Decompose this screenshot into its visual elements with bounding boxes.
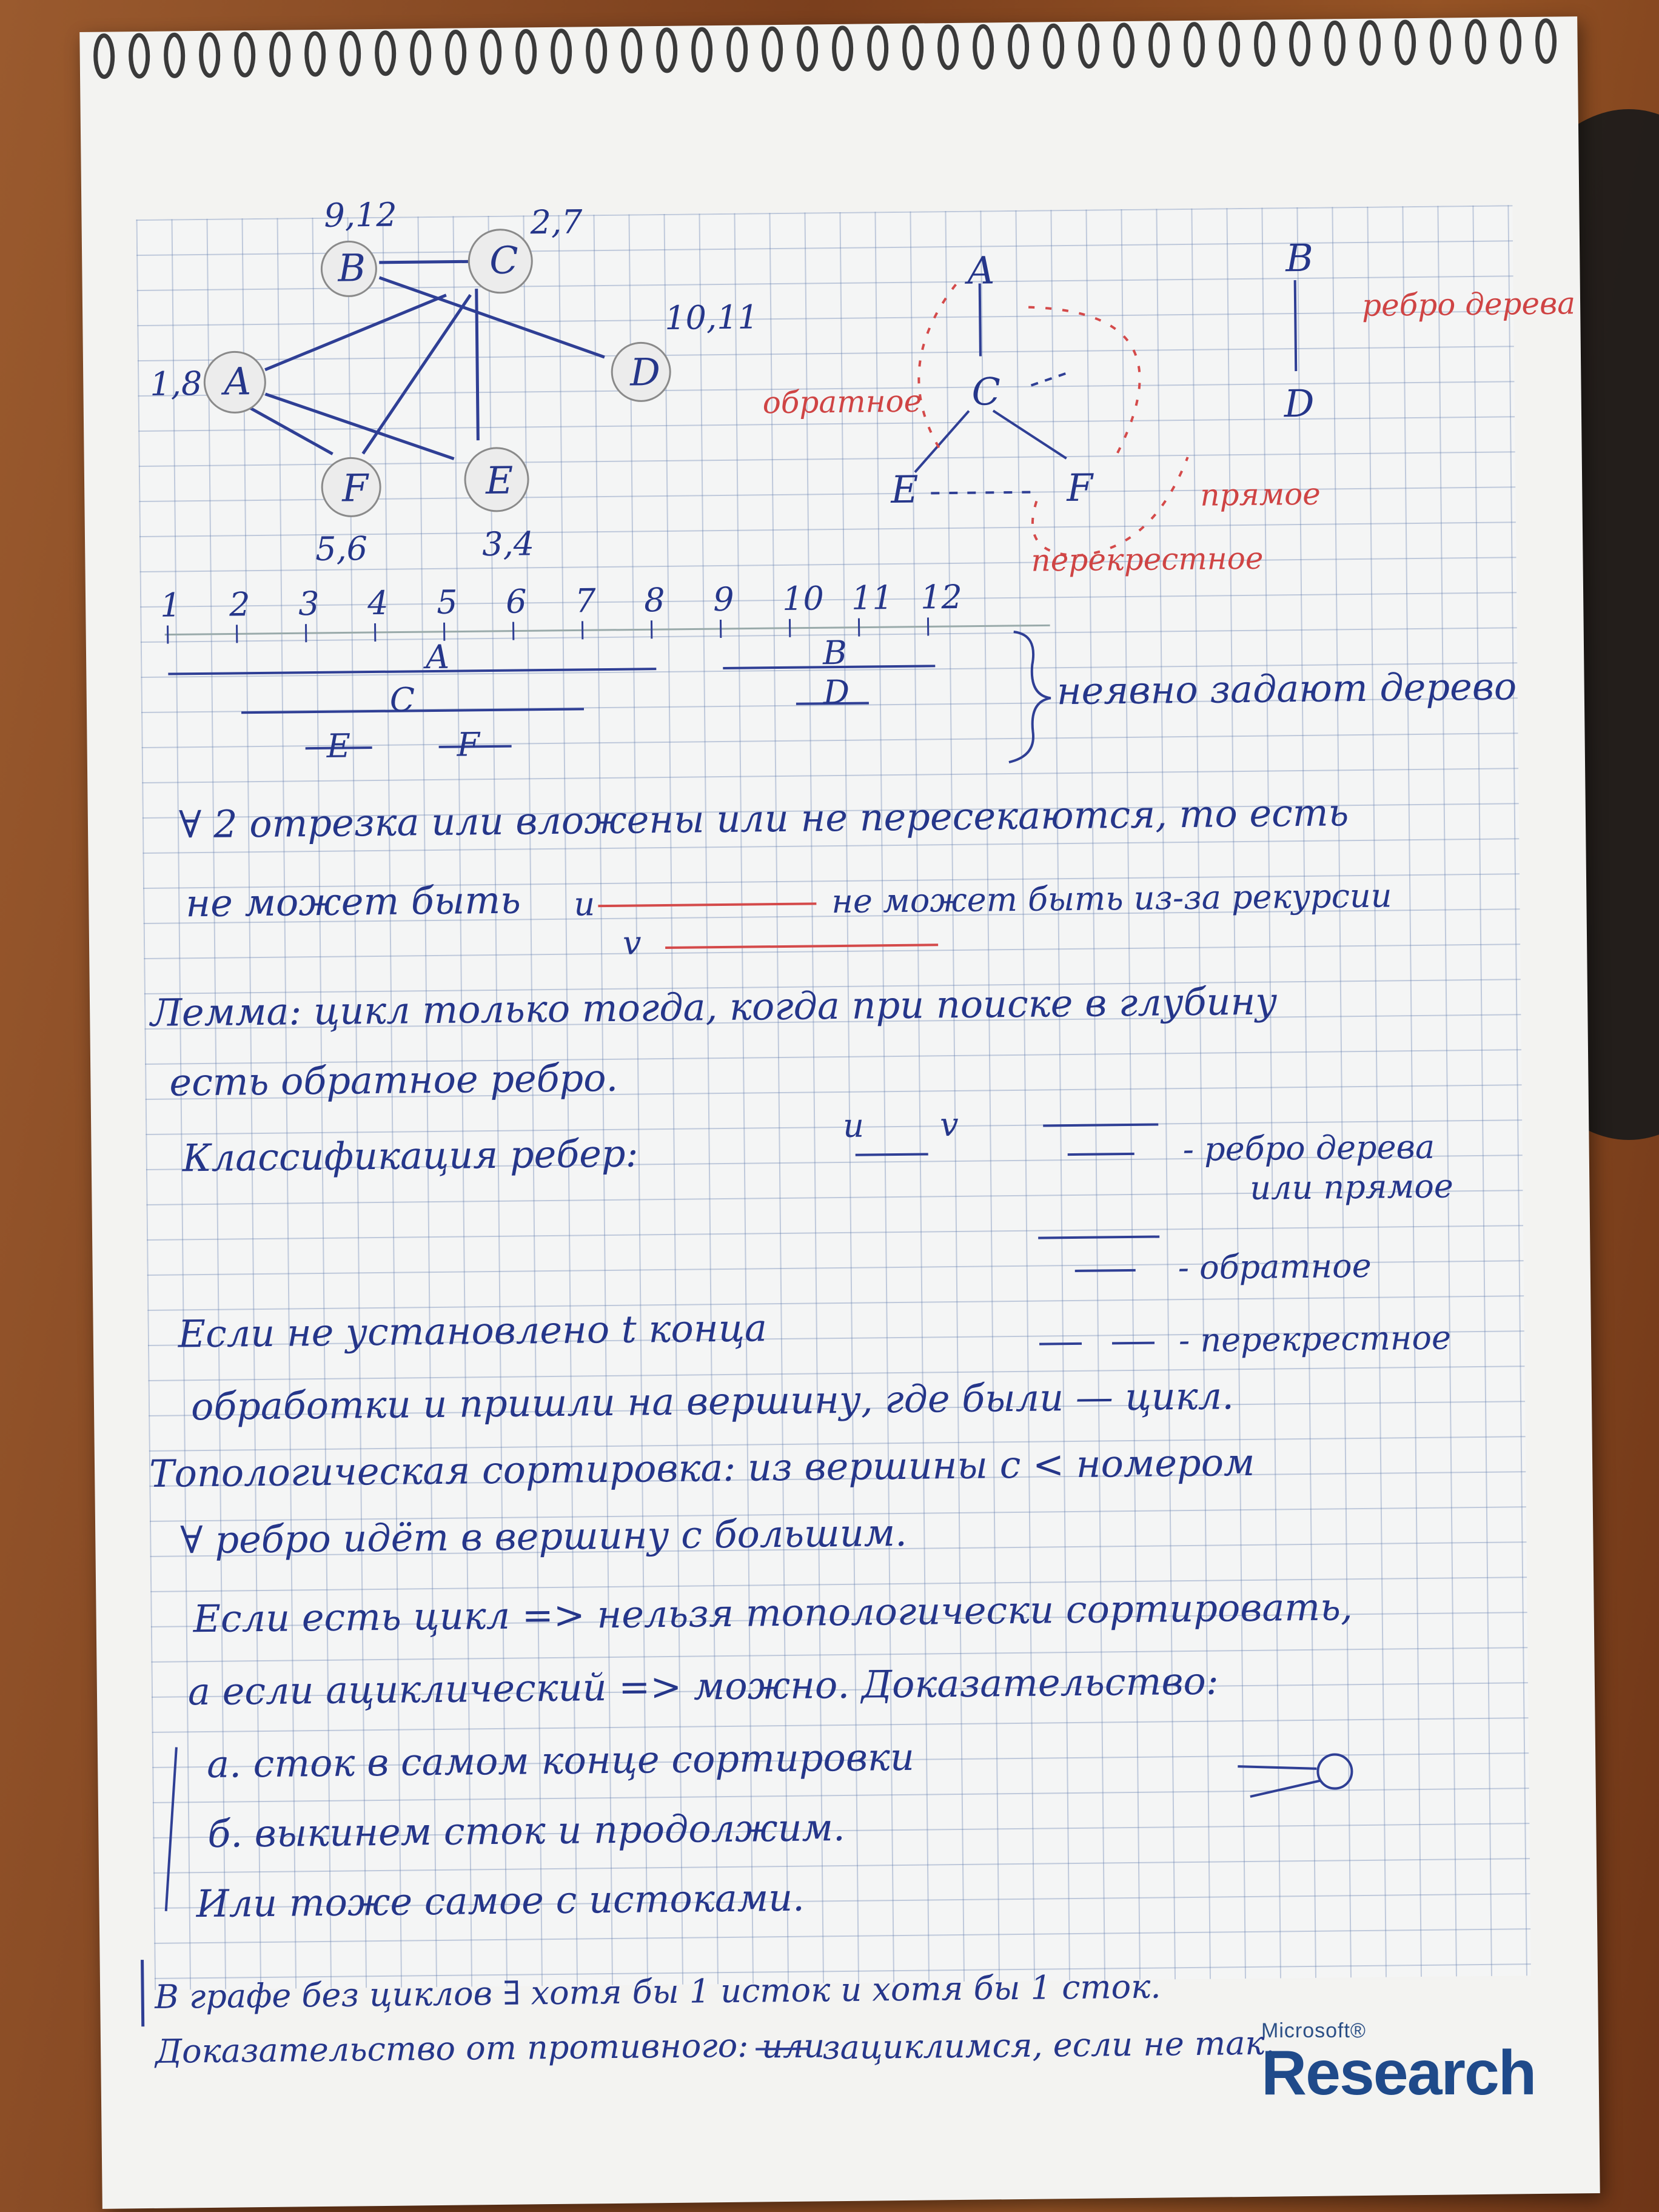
- node-B-times: 9,12: [324, 195, 398, 235]
- rg-back-edge: [918, 278, 964, 448]
- rg-edge-F-E: [927, 492, 1030, 494]
- tick-label: 3: [298, 584, 320, 623]
- sink-arrow-2: [1250, 1781, 1320, 1797]
- rg-forward-edge: [1028, 306, 1141, 459]
- margin-bar: [142, 1960, 143, 2026]
- timeline: [160, 572, 1518, 771]
- legend-cross-v: [1112, 1343, 1155, 1344]
- legend-v: v: [939, 1105, 959, 1144]
- interval-B-label: B: [822, 633, 848, 672]
- rg-node-A: A: [967, 248, 995, 293]
- rg-edge-B-D: [1295, 280, 1296, 371]
- handwriting-layer: [79, 16, 1600, 2209]
- edge-A-C: [264, 295, 447, 370]
- graph-right: [761, 233, 1578, 581]
- line-16: В графе без циклов ∃ хотя бы 1 исток и хотя бы 1 сток.: [154, 1967, 1161, 2016]
- legend-back-label: - обратное: [1178, 1246, 1372, 1287]
- tick-label: 5: [436, 583, 458, 622]
- legend-back-v: [1038, 1236, 1159, 1238]
- rg-node-B: B: [1285, 235, 1314, 281]
- node-C-label: C: [489, 238, 519, 283]
- line-2: не может быть: [185, 877, 521, 926]
- logo-brand: Microsoft®: [1261, 2019, 1366, 2042]
- tick-label: 6: [505, 582, 527, 621]
- line-9: Топологическая сортировка: из вершины с < номером: [149, 1439, 1255, 1496]
- rg-edge-C-E: [914, 411, 970, 472]
- node-D-times: 10,11: [664, 298, 759, 337]
- label-forward-edge: прямое: [1200, 476, 1321, 513]
- line-5: есть обратное ребро.: [169, 1055, 618, 1105]
- tick-label: 12: [920, 577, 963, 617]
- line-17: Доказательство от противного:: [155, 2026, 749, 2071]
- line-18: зациклимся, если не так.: [822, 2023, 1276, 2067]
- line-1: ∀ 2 отрезка или вложены или не пересекаются, то есть: [178, 790, 1349, 847]
- node-A-times: 1,8: [150, 364, 203, 403]
- graph-left: [148, 192, 761, 569]
- tick-label: 1: [159, 586, 181, 625]
- interval-A-label: A: [425, 637, 450, 677]
- rg-node-F: F: [1066, 465, 1093, 511]
- microsoft-research-logo: [1261, 2019, 1536, 2108]
- sink-circle: [1318, 1754, 1352, 1789]
- node-A-label: A: [223, 359, 252, 404]
- notebook-page: [79, 16, 1600, 2209]
- label-back-edge: обратное: [762, 383, 922, 421]
- node-D-label: D: [629, 350, 661, 395]
- line-15: Или тоже самое с истоками.: [196, 1875, 805, 1926]
- edge-legend: [843, 1100, 1455, 1363]
- interval-E-label: E: [326, 726, 351, 765]
- line-13: а. сток в самом конце сортировки: [206, 1734, 915, 1786]
- notes-body: [130, 789, 1463, 2074]
- tick-label: 7: [574, 581, 596, 620]
- red-interval-u: [598, 903, 816, 906]
- node-E-label: E: [485, 458, 514, 503]
- edge-C-F: [361, 295, 472, 454]
- label-tree-edge: ребро дерева: [1361, 286, 1576, 323]
- u-label: u: [574, 885, 595, 923]
- red-interval-v: [665, 945, 938, 948]
- brace: [1008, 631, 1051, 762]
- tick-label: 8: [643, 580, 665, 620]
- legend-tree-u: [1043, 1125, 1158, 1126]
- legend-cross-label: - перекрестное: [1178, 1318, 1452, 1360]
- sink-arrow-1: [1238, 1766, 1316, 1769]
- node-C-times: 2,7: [530, 203, 583, 242]
- rg-edge-dashed-to-C: [1029, 374, 1065, 386]
- line-6: Классификация ребер:: [182, 1131, 638, 1181]
- interval-D-label: D: [823, 672, 850, 712]
- node-F-label: F: [341, 466, 369, 511]
- node-F-times: 5,6: [315, 529, 368, 569]
- rg-node-C: C: [971, 369, 1001, 414]
- proof-arrow: [164, 1748, 178, 1911]
- edge-E-A: [266, 392, 454, 461]
- legend-back-u: [1075, 1270, 1136, 1271]
- v-label: v: [622, 923, 642, 962]
- interval-F-label: F: [457, 725, 480, 764]
- timeline-note: неявно задают дерево: [1056, 664, 1517, 714]
- rg-cross-edge: [1032, 457, 1189, 556]
- rg-edge-C-F: [993, 410, 1067, 459]
- tick-label: 9: [712, 580, 734, 619]
- line-14: б. выкинем сток и продолжим.: [207, 1805, 845, 1856]
- line-11: Если есть цикл => нельзя топологически сортировать,: [193, 1584, 1353, 1641]
- line-8: обработки и пришли на вершину, где были — цикл.: [190, 1373, 1235, 1429]
- tick-label: 4: [367, 583, 389, 623]
- tick-label: 11: [851, 578, 894, 617]
- tick-label: 10: [782, 579, 825, 618]
- legend-tree-label-1: - ребро дерева: [1182, 1127, 1435, 1169]
- line-3: не может быть из-за рекурсии: [831, 876, 1392, 921]
- rg-node-D: D: [1284, 381, 1315, 426]
- edge-B-C: [379, 261, 470, 263]
- legend-arrow: [856, 1154, 928, 1155]
- rg-node-E: E: [890, 467, 919, 512]
- tick-label: 2: [229, 585, 250, 624]
- label-cross-edge: перекрестное: [1031, 540, 1264, 578]
- legend-tree-v: [1068, 1154, 1134, 1155]
- interval-A: [168, 669, 656, 674]
- line-4: Лемма: цикл только тогда, когда при поиске в глубину: [150, 979, 1278, 1035]
- interval-C-label: C: [389, 680, 415, 719]
- legend-tree-label-2: или прямое: [1250, 1167, 1454, 1207]
- node-E-times: 3,4: [481, 525, 535, 564]
- line-12: а если ациклический => можно. Доказательство:: [187, 1658, 1219, 1714]
- line-10: ∀ ребро идёт в вершину с большим.: [179, 1510, 908, 1563]
- logo-name: Research: [1261, 2038, 1536, 2108]
- node-B-label: B: [337, 246, 366, 290]
- edge-C-E: [477, 289, 478, 440]
- line-7: Если не установлено t конца: [178, 1305, 768, 1356]
- struck-word: или: [761, 2026, 825, 2066]
- legend-u: u: [842, 1106, 865, 1145]
